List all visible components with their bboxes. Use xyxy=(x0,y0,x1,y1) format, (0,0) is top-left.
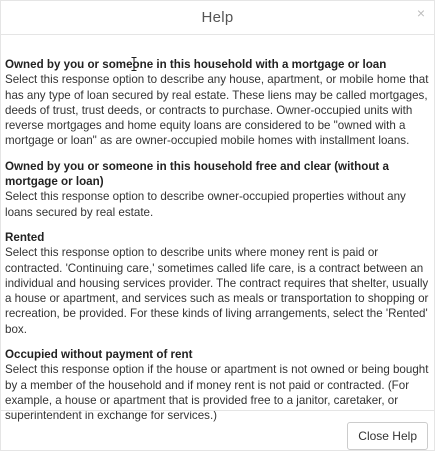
section-text: Select this response option to describe units where money rent is paid or contracted. 'Continuing care,' sometimes called life care, is a contract between an individual and housing services provider. The contract requires that shelter, usually a house or apartment, and services such as meals or transportation to shopping or recreation, be provided. For these kinds of living arrangements, select the 'Rented' box. xyxy=(5,246,429,336)
section-heading: Owned by you or someone in this household with a mortgage or loan xyxy=(5,58,387,71)
close-help-button[interactable]: Close Help xyxy=(347,422,428,450)
section-text: Select this response option to describe any house, apartment, or mobile home that has any type of loan secured by real estate. These liens may be called mortgages, deeds of trust, trust deeds, or contracts to purchase. Owner-occupied units with reverse mortgages and home equity loans are considered to be "owned with a mortgage or loan" as are owner-occupied mobile homes with installment loans. xyxy=(5,73,429,148)
section-heading: Occupied without payment of rent xyxy=(5,348,193,362)
dialog-title: Help xyxy=(201,9,234,26)
section-owned-free-and-clear xyxy=(5,159,430,220)
section-owned-with-mortgage xyxy=(5,57,430,149)
section-heading: Rented xyxy=(5,230,45,244)
section-heading: Owned by you or someone in this household free and clear (without a mortgage or loan) xyxy=(5,159,389,189)
dialog-header xyxy=(1,1,434,35)
section-text: Select this response option if the house or apartment is not owned or being bought by a member of the household and if money rent is not paid or contracted. (For example, a house or apartment that is provided free to a janitor, caretaker, or superintendent in exchange for services.) xyxy=(5,363,429,423)
help-content xyxy=(1,35,434,424)
close-icon[interactable]: × xyxy=(416,5,425,21)
section-rented xyxy=(5,230,430,337)
text-cursor-icon xyxy=(131,57,137,71)
section-text: Select this response option to describe owner-occupied properties without any loans secured by real estate. xyxy=(5,190,406,219)
dialog-footer xyxy=(1,410,434,450)
